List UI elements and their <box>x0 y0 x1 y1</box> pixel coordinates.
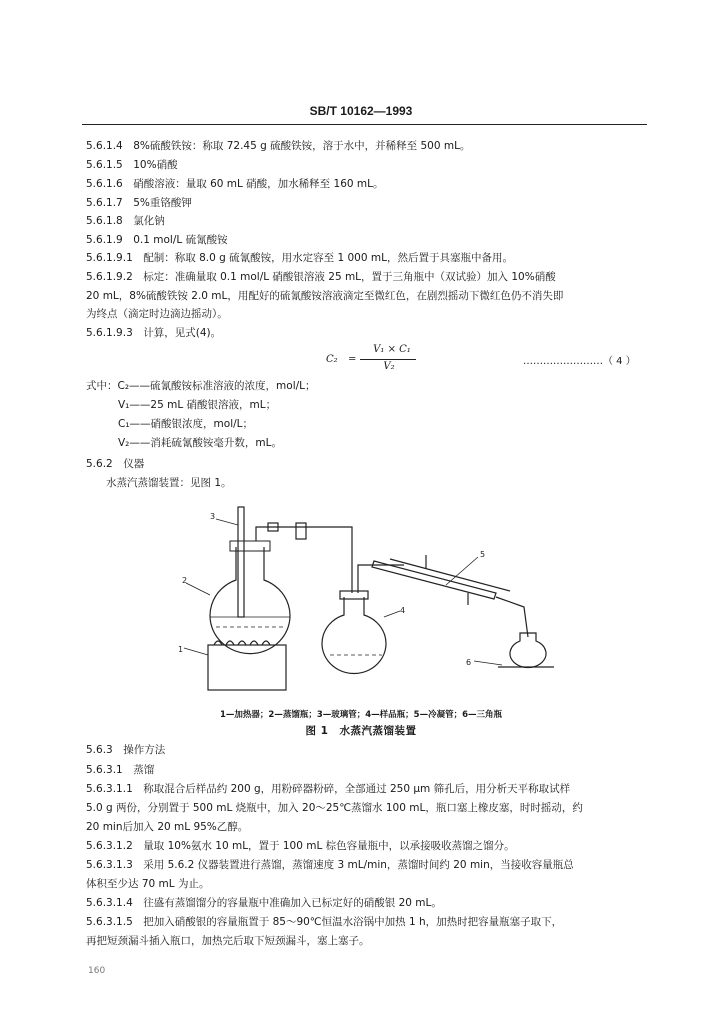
text-line: 5.6.3 操作方法 <box>86 744 166 756</box>
text-line: 再把短颈漏斗插入瓶口，加热完后取下短颈漏斗，塞上塞子。 <box>86 935 370 947</box>
label-4: 4 <box>400 606 406 615</box>
text-line: 5.6.1.8 氯化钠 <box>86 215 165 227</box>
formula-4 <box>326 344 436 378</box>
condenser <box>372 561 496 599</box>
formula-lhs: C₂ <box>326 354 338 365</box>
where-line: 式中：C₂——硫氰酸铵标准溶液的浓度，mol/L； <box>86 380 316 392</box>
delivery-tube <box>496 597 528 637</box>
header-rule <box>82 124 647 125</box>
text-line: 为终点（滴定时边滴边摇动）。 <box>86 308 228 320</box>
text-line: 5.6.3.1.4 往盛有蒸馏馏分的容量瓶中准确加入已标定好的硝酸银 20 mL。 <box>86 897 442 909</box>
leader-2 <box>186 583 210 595</box>
condenser-jacket <box>390 559 510 591</box>
sample-flask <box>322 597 386 673</box>
standard-header: SB/T 10162—1993 <box>309 104 413 118</box>
figure-legend: 1—加热器；2—蒸馏瓶；3—玻璃管；4—样品瓶；5—冷凝管；6—三角瓶 <box>220 710 502 720</box>
text-line: 5.6.1.7 5%重铬酸钾 <box>86 197 192 209</box>
figure-caption: 图 1 水蒸汽蒸馏装置 <box>305 725 417 737</box>
equation-number: ……………………（ 4 ） <box>523 356 636 367</box>
section-heading: 5.6.2 仪器 <box>86 458 145 470</box>
text-line: 5.6.3.1.2 量取 10%氨水 10 mL，置于 100 mL 棕色容量瓶中，以承接吸收蒸馏之馏分。 <box>86 840 515 852</box>
where-line: V₂——消耗硫氰酸铵毫升数，mL。 <box>118 437 282 449</box>
text-line: 5.6.1.9 0.1 mol/L 硫氰酸铵 <box>86 234 228 246</box>
formula-equals: = <box>348 354 357 365</box>
tube-trap <box>296 523 306 539</box>
text-line: 5.6.1.6 硝酸溶液：量取 60 mL 硝酸，加水稀释至 160 mL。 <box>86 178 384 190</box>
formula-denominator: V₂ <box>383 361 395 372</box>
label-6: 6 <box>466 658 472 667</box>
text-line: 20 mL，8%硫酸铁铵 2.0 mL，用配好的硫氰酸铵溶液滴定至微红色，在剧烈摇动下微红色仍不消失即 <box>86 290 564 302</box>
text-line: 5.6.1.5 10%硝酸 <box>86 159 178 171</box>
apparatus-text: 水蒸汽蒸馏装置：见图 1。 <box>106 477 232 489</box>
text-line: 5.0 g 两份，分别置于 500 mL 烧瓶中，加入 20～25℃蒸馏水 100 mL，瓶口塞上橡皮塞，时时摇动，约 <box>86 802 583 814</box>
glass-tube <box>238 507 244 617</box>
page-number: 160 <box>88 966 106 976</box>
where-line: V₁——25 mL 硝酸银溶液，mL； <box>118 399 277 411</box>
text-line: 5.6.3.1.3 采用 5.6.2 仪器装置进行蒸馏，蒸馏速度 3 mL/min，蒸馏时间约 20 min，当接收容量瓶总 <box>86 859 574 871</box>
label-3: 3 <box>210 512 216 521</box>
text-line: 5.6.1.9.3 计算，见式(4)。 <box>86 327 222 339</box>
text-line: 5.6.3.1.5 把加入硝酸银的容量瓶置于 85～90℃恒温水浴锅中加热 1 h，加热时把容量瓶塞子取下， <box>86 916 563 928</box>
text-line: 5.6.1.9.2 标定：准确量取 0.1 mol/L 硝酸银溶液 25 mL，置于三角瓶中（双试验）加入 10%硝酸 <box>86 271 556 283</box>
where-line: C₁——硝酸银浓度，mol/L； <box>118 418 253 430</box>
text-line: 5.6.1.4 8%硫酸铁铵：称取 72.45 g 硫酸铁铵，溶于水中，并稀释至 500 mL。 <box>86 140 471 152</box>
leader-1 <box>184 648 208 655</box>
leader-3 <box>216 519 238 525</box>
text-line: 5.6.3.1 蒸馏 <box>86 764 155 776</box>
distillation-flask <box>210 547 290 654</box>
leader-4 <box>384 611 400 617</box>
conical-flask <box>510 633 546 668</box>
leader-6 <box>474 661 502 665</box>
text-line: 20 min后加入 20 mL 95%乙醇。 <box>86 821 249 833</box>
formula-numerator: V₁ × C₁ <box>373 344 411 355</box>
label-1: 1 <box>178 645 184 654</box>
heater <box>208 645 286 690</box>
steam-distillation-diagram <box>176 505 556 705</box>
text-line: 5.6.3.1.1 称取混合后样品约 200 g，用粉碎器粉碎，全部通过 250 μm 筛孔后，用分析天平称取试样 <box>86 783 571 795</box>
label-5: 5 <box>480 550 486 559</box>
label-2: 2 <box>182 576 188 585</box>
text-line: 体积至少达 70 mL 为止。 <box>86 878 210 890</box>
fraction-bar <box>360 359 416 360</box>
text-line: 5.6.1.9.1 配制：称取 8.0 g 硫氰酸铵，用水定容至 1 000 mL，然后置于具塞瓶中备用。 <box>86 252 513 264</box>
